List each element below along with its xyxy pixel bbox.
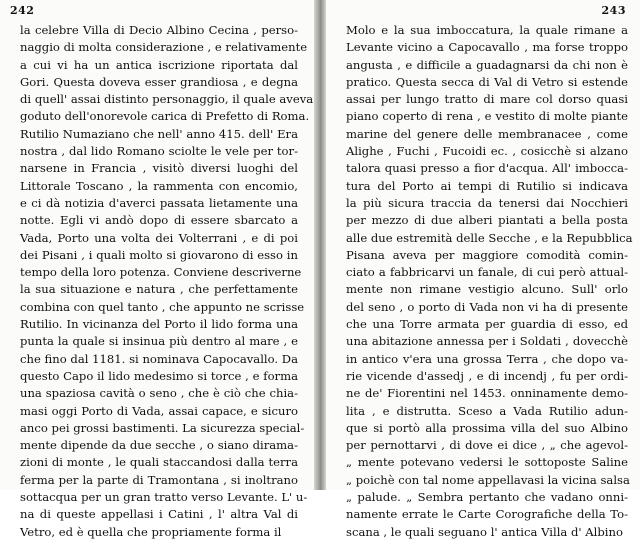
- right-page-text-line: alle due estremità delle Secche , e la Repubblica: [346, 230, 633, 245]
- left-page-text-line: anco pei grossi bastimenti. La sicurezza special-: [20, 420, 305, 435]
- left-page-text-line: na di queste appellasi i Catini , l' altra Val di: [20, 507, 298, 522]
- left-page: [0, 0, 314, 539]
- left-page-text-line: a cui vi ha un antica iscrizione riportata dal: [20, 57, 298, 72]
- left-page-text-line: goduto dell'onorevole carica di Prefetto di Roma.: [20, 109, 310, 124]
- right-page-text-line: angusta , e difficile a guadagnarsi da chi non è: [346, 57, 628, 72]
- left-page-text-line: sottacqua per un gran tratto verso Levante. L' u-: [20, 490, 308, 505]
- book-gutter: [314, 0, 326, 490]
- right-page-text-line: ciato a fabbricarvi un fanale, di cui però attual-: [346, 265, 628, 280]
- left-page-text-line: la sua situazione e natura , che perfettamente: [20, 282, 298, 297]
- left-page-text-line: mente dipende da due secche , o siano dirama-: [20, 438, 298, 453]
- left-page-text-line: naggio di molta considerazione , e relativamente: [20, 40, 308, 55]
- right-page-text-line: scana , le quali seguano l' antica Villa d' Albino: [346, 524, 623, 539]
- right-page-text-line: assai per lungo tratto di mare col dorso quasi: [346, 92, 628, 107]
- left-page-text-line: e ci dà notizia d'averci passata lietamente una: [20, 195, 298, 210]
- right-page-text-line: mente non rimane vestigio alcuno. Sull' orlo: [346, 282, 628, 297]
- left-page-text-line: questo Capo il lido medesimo si torce , e forma: [20, 368, 298, 383]
- left-page-text-line: nostra , dal lido Romano sciolte le vele per tor-: [20, 144, 298, 159]
- right-page-text-line: pratico. Questa secca di Val di Vetro si estende: [346, 74, 628, 89]
- left-page-text-line: Gori. Questa doveva esser grandiosa , e degna: [20, 74, 298, 89]
- right-page-text-line: „ palude. „ Sembra pertanto che vadano onni-: [346, 490, 628, 505]
- right-page-text-line: tura del Porto ai tempi di Rutilio si indicava: [346, 178, 628, 193]
- right-page-text-line: la più sicura traccia da tenersi dai Nocchieri: [346, 195, 628, 210]
- right-page-text-line: piano coperto di rena , e vestito di molte piante: [346, 109, 628, 124]
- right-page-text-line: ne de' Fiorentini nel 1453. onninamente demo-: [346, 386, 628, 401]
- left-page-text-line: Vetro, ed è quella che propriamente forma il: [20, 524, 282, 539]
- left-page-text: [20, 22, 314, 541]
- right-page-text-line: rie vicende d'assedj , e di incendj , fu per ordi-: [346, 368, 628, 383]
- right-page-text-line: talora quasi presso a fior d'acqua. All' imbocca-: [346, 161, 628, 176]
- right-page-text-line: del seno , o porto di Vada non vi ha di presente: [346, 299, 628, 314]
- left-page-text-line: combina con quel tanto , che appunto ne scrisse: [20, 299, 305, 314]
- right-page-text-line: lita , e distrutta. Sceso a Vada Rutilio adun-: [346, 403, 628, 418]
- left-page-number: 242: [10, 4, 35, 17]
- right-page-number: 243: [601, 4, 626, 17]
- left-page-text-line: punta la quale si insinua più dentro al mare , e: [20, 334, 298, 349]
- right-page-text-line: que si portò alla prossima villa del suo Albino: [346, 420, 628, 435]
- left-page-text-line: Littorale Toscano , la rammenta con encomio,: [20, 178, 298, 193]
- right-page: [326, 0, 640, 539]
- left-page-text-line: Vada, Porto una volta dei Volterrani , e di poi: [20, 230, 298, 245]
- right-page-text-line: namente errate le Carte Corografiche della To-: [346, 507, 628, 522]
- left-page-text-line: Rutilio. In vicinanza del Porto il lido forma una: [20, 317, 298, 332]
- left-page-text-line: masi oggi Porto di Vada, assai capace, e sicuro: [20, 403, 298, 418]
- right-page-text-line: „ poichè con tal nome appellavasi la vicina salsa: [346, 472, 630, 487]
- left-page-text-line: narsene in Francia , visitò diversi luoghi del: [20, 161, 298, 176]
- left-page-text-line: notte. Egli vi andò dopo di essere sbarcato a: [20, 213, 298, 228]
- left-page-text-line: tempo della loro potenza. Conviene descriverne: [20, 265, 302, 280]
- right-page-text-line: per mezzo di due alberi piantati a bella posta: [346, 213, 628, 228]
- right-page-text: [346, 22, 633, 541]
- right-page-text-line: Levante vicino a Capocavallo , ma forse troppo: [346, 40, 628, 55]
- left-page-text-line: zioni di monte , le quali staccandosi dalla terra: [20, 455, 298, 470]
- right-page-text-line: Molo e la sua imboccatura, la quale rimane a: [346, 23, 628, 37]
- right-page-text-line: Alighe , Fuchi , Fucoidi ec. , cosicchè si alzano: [346, 144, 628, 159]
- left-page-text-line: di quell' assai distinto personaggio, il quale aveva: [20, 92, 314, 107]
- left-page-text-line: dei Pisani , i quali molto si giovarono di esso in: [20, 247, 298, 262]
- right-page-text-line: in antico v'era una grossa Terra , che dopo va-: [346, 351, 628, 366]
- left-page-text-line: che fino dal 1181. si nominava Capocavallo. Da: [20, 351, 298, 366]
- left-page-text-line: una spaziosa cavità o seno , che è ciò che chia-: [20, 386, 298, 401]
- right-page-text-line: una abitazione annessa per i Soldati , dovecchè: [346, 334, 628, 349]
- right-page-text-line: per pernottarvi , di dove ei dice , „ che agevol-: [346, 438, 628, 453]
- left-page-text-line: Rutilio Numaziano che nell' anno 415. dell' Era: [20, 126, 298, 141]
- right-page-text-line: che una Torre armata per guardia di esso, ed: [346, 317, 628, 332]
- left-page-text-line: ferma per la parte di Tramontana , si inoltrano: [20, 472, 298, 487]
- right-page-text-line: Pisana aveva per maggiore comodità comin-: [346, 247, 628, 262]
- left-page-text-line: la celebre Villa di Decio Albino Cecina , perso-: [20, 23, 298, 37]
- right-page-text-line: marine del genere delle membranacee , come: [346, 126, 628, 141]
- right-page-text-line: „ mente potevano vedersi le sottoposte Saline: [346, 455, 628, 470]
